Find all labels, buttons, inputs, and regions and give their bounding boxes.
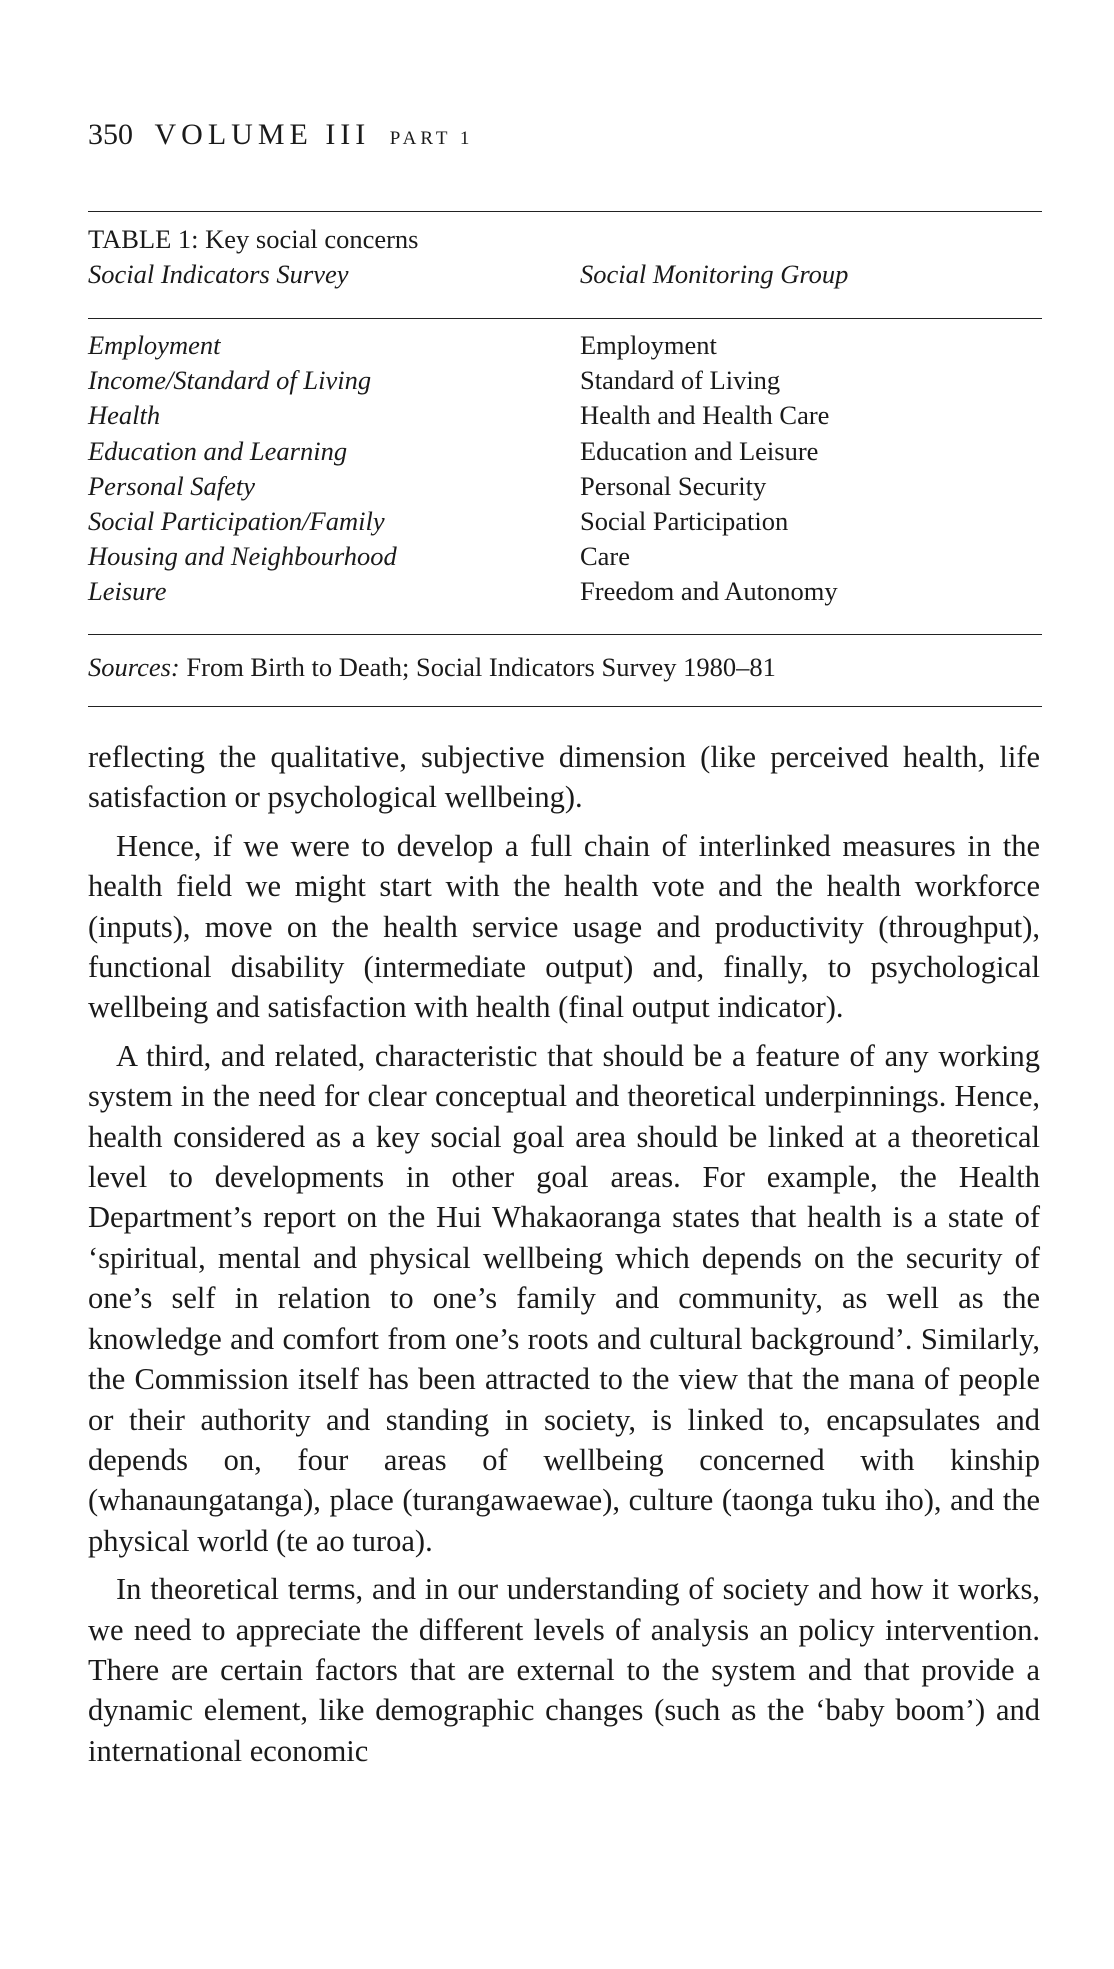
column-heading-social-indicators-survey: Social Indicators Survey	[88, 259, 349, 289]
sources-label: Sources:	[88, 652, 180, 682]
column-heading-social-monitoring-group: Social Monitoring Group	[580, 259, 849, 289]
body-text	[88, 737, 1040, 1779]
paragraph: A third, and related, characteristic that should be a feature of any working system in the need for clear conceptual and theoretical underpinnings. Hence, health considered as a key social goal area should be linked at a theoretical level to developments in other goal areas. For example, the Health Department’s report on the Hui Whakaoranga states that health is a state of ‘spiritual, mental and physical wellbeing which depends on the security of one’s self in relation to one’s family and community, as well as the knowledge and comfort from one’s roots and cultural background’. Similarly, the Commission itself has been attracted to the view that the mana of people or their authority and standing in society, is linked to, encapsulates and depends on, four areas of wellbeing concerned with kinship (whanaungatanga), place (turangawaewae), culture (taonga tuku iho), and the physical world (te ao turoa).	[88, 1038, 1040, 1558]
table-sources	[88, 650, 776, 685]
table-header-rule	[88, 318, 1042, 319]
list-item: Income/Standard of Living	[88, 365, 372, 396]
list-item: Health	[88, 400, 161, 431]
list-item: Social Participation	[580, 506, 789, 537]
list-item: Housing and Neighbourhood	[88, 541, 397, 572]
paragraph: In theoretical terms, and in our understanding of society and how it works, we need to appreciate the different levels of analysis an policy intervention. There are certain factors that are external to the system and that provide a dynamic element, like demographic changes (such as the ‘baby boom’) and international economic	[88, 1572, 1040, 1768]
table-top-rule	[88, 211, 1042, 212]
table-caption: TABLE 1: Key social concerns	[88, 224, 419, 254]
list-item: Personal Safety	[88, 470, 256, 501]
volume-label: VOLUME III	[154, 118, 371, 151]
list-item: Care	[580, 541, 631, 572]
part-label: PART 1	[389, 128, 474, 149]
paragraph: reflecting the qualitative, subjective dimension (like perceived health, life satisfaction or psychological wellbeing).	[88, 740, 1040, 815]
list-item: Standard of Living	[580, 365, 781, 396]
list-item: Freedom and Autonomy	[580, 576, 838, 607]
list-item: Employment	[88, 330, 221, 360]
list-item: Personal Security	[580, 470, 767, 501]
social-monitoring-list	[580, 328, 838, 610]
list-item: Health and Health Care	[580, 400, 830, 431]
sources-text: From Birth to Death; Social Indicators Survey 1980–81	[186, 652, 776, 682]
list-item: Education and Leisure	[580, 435, 819, 466]
social-indicators-list	[88, 328, 397, 610]
paragraph: Hence, if we were to develop a full chain of interlinked measures in the health field we might start with the health vote and the health workforce (inputs), move on the health service usage and productivity (throughput), functional disability (intermediate output) and, finally, to psychological wellbeing and satisfaction with health (final output indicator).	[88, 828, 1040, 1025]
list-item: Education and Learning	[88, 435, 348, 466]
list-item: Social Participation/Family	[88, 506, 385, 537]
table-body-rule	[88, 634, 1042, 635]
page-number: 350	[88, 118, 133, 151]
list-item: Leisure	[88, 576, 167, 607]
list-item: Employment	[580, 330, 717, 360]
running-head	[88, 118, 473, 152]
table-bottom-rule	[88, 706, 1042, 707]
